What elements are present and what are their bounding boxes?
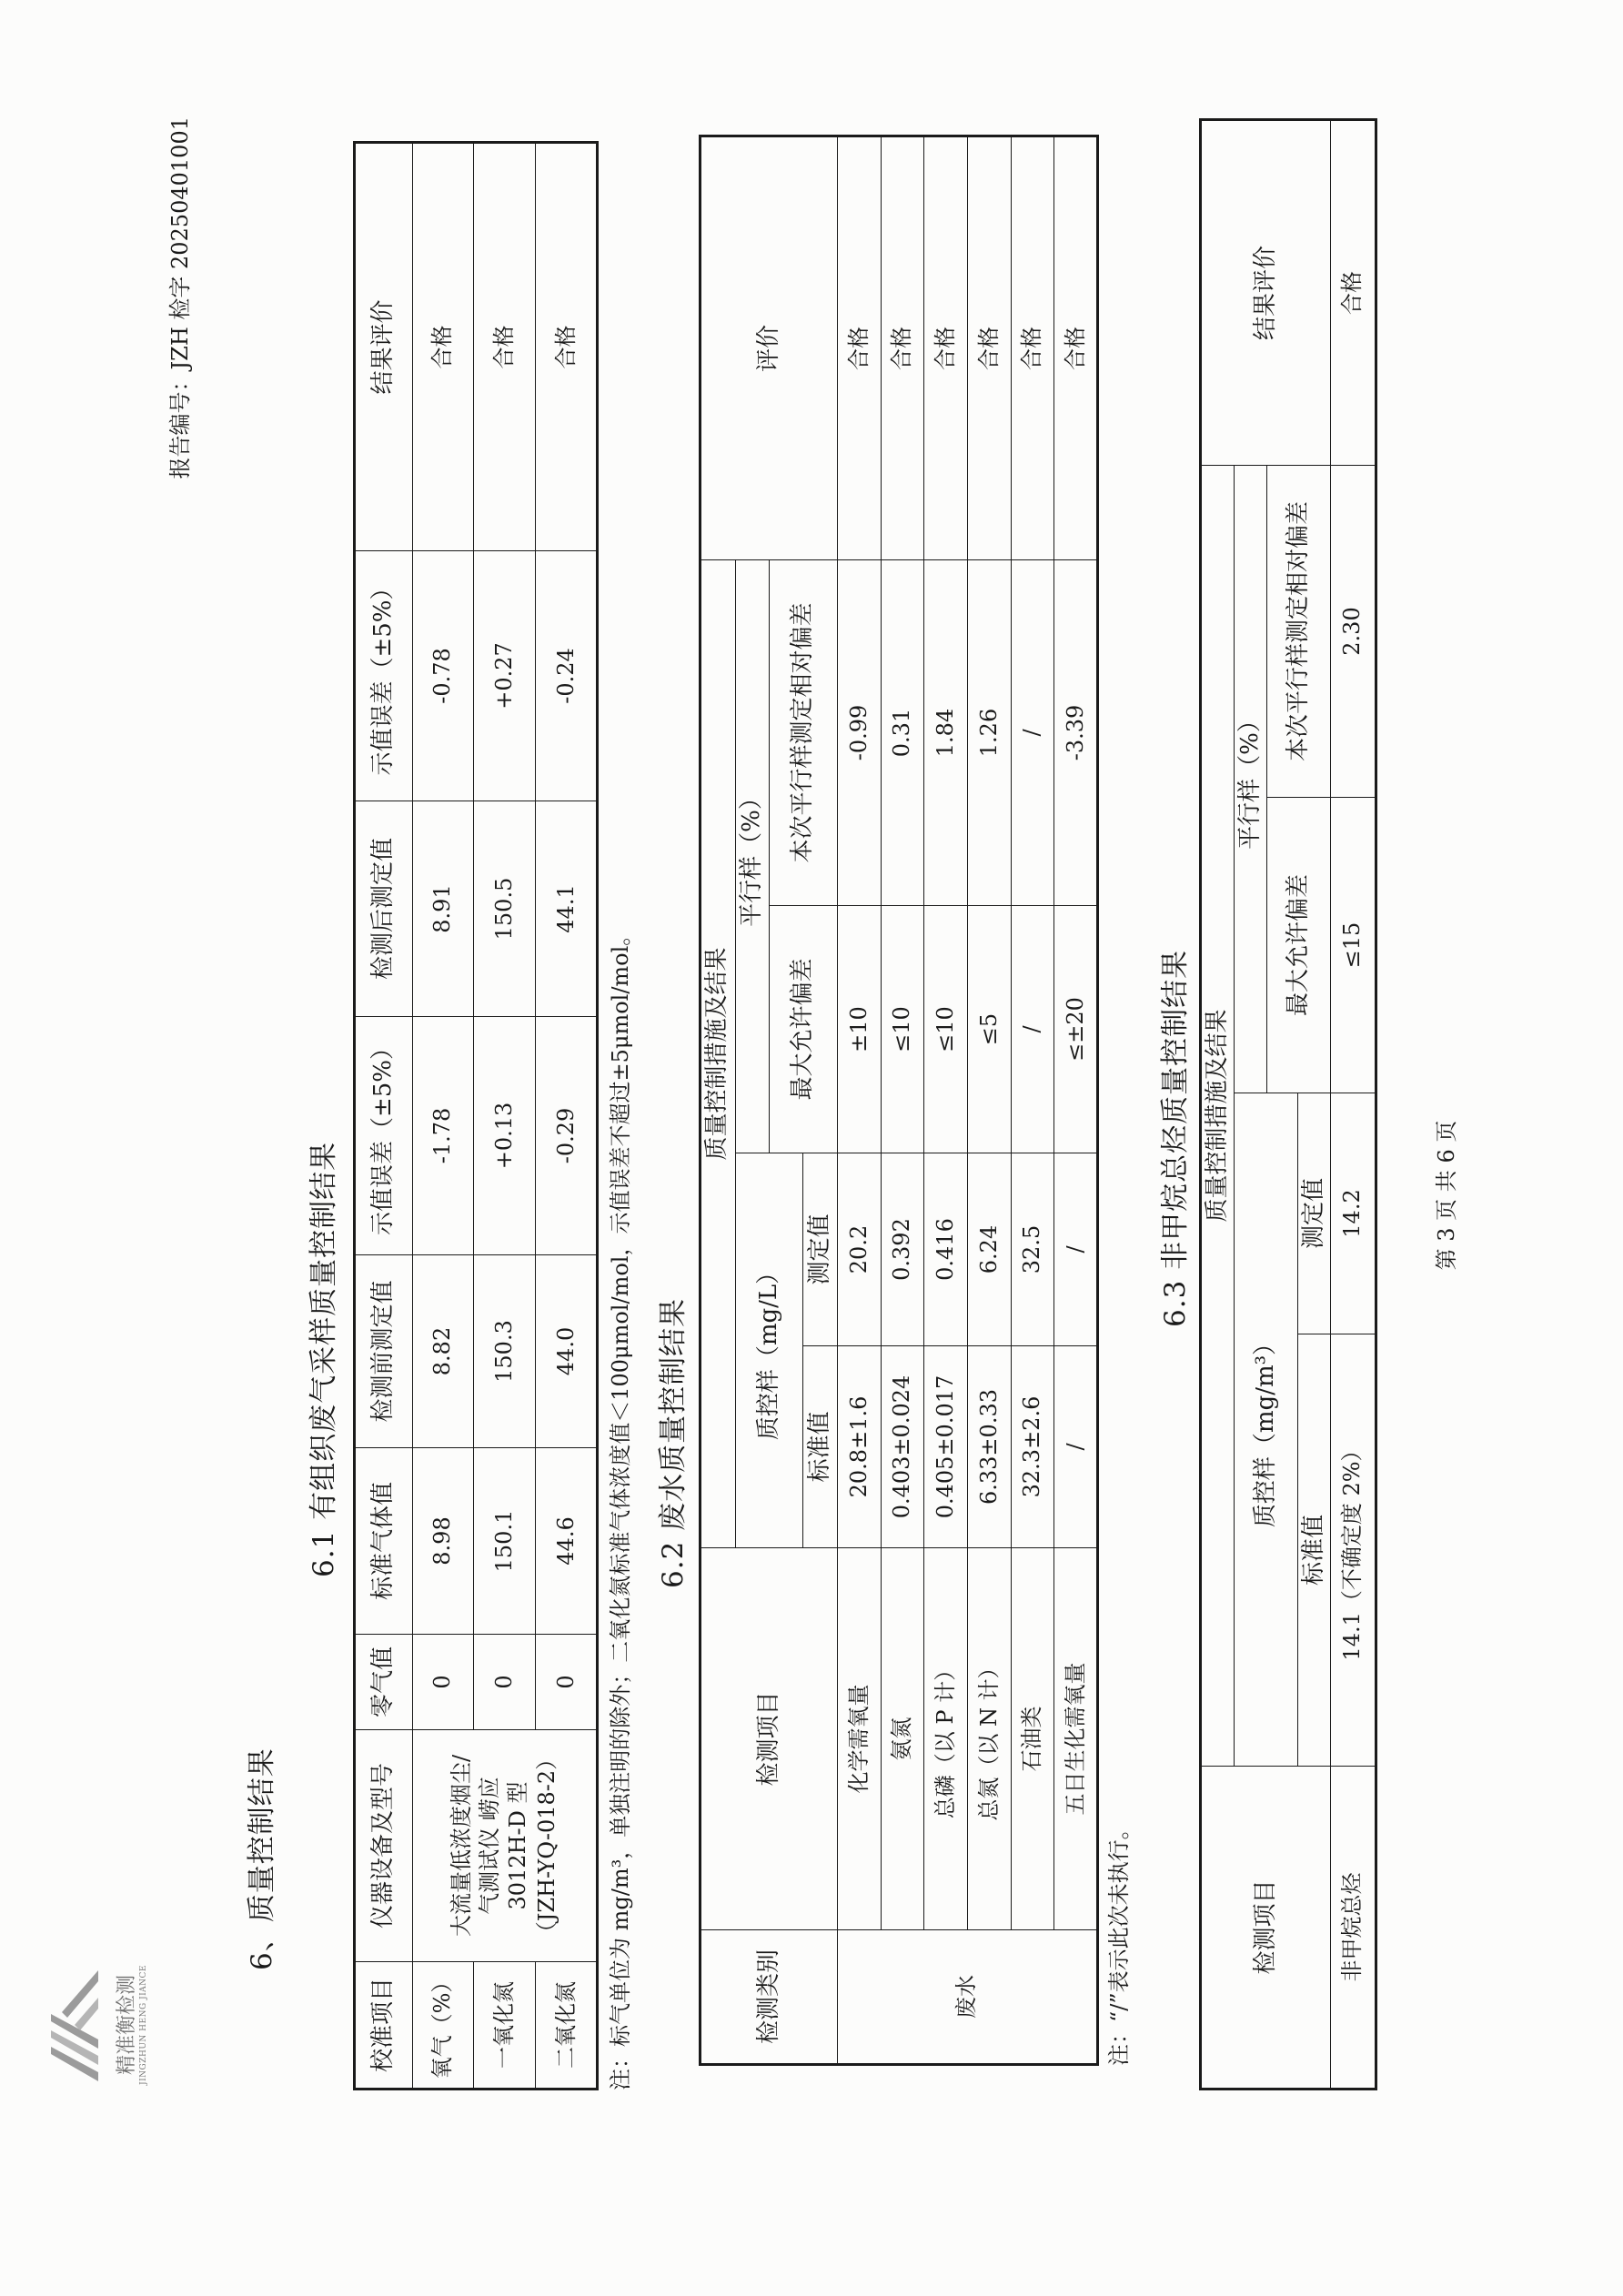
error-after: -0.78 xyxy=(412,551,474,801)
evaluation: 合格 xyxy=(1011,136,1054,559)
header-row xyxy=(355,143,413,2090)
max-deviation: ≤10 xyxy=(924,906,968,1153)
standard-gas-value: 150.1 xyxy=(474,1448,536,1635)
test-item: 非甲烷总烃 xyxy=(1331,1767,1376,2090)
error-after: -0.24 xyxy=(536,551,598,801)
max-deviation: ≤±20 xyxy=(1054,906,1098,1153)
relative-deviation: 0.31 xyxy=(881,559,924,905)
col-qc-sample: 质控样（mg/m³） xyxy=(1235,1093,1298,1767)
col-calibration-item: 校准项目 xyxy=(355,1962,413,2090)
header-row xyxy=(701,136,736,2064)
calibration-item: 一氧化氮 xyxy=(474,1962,536,2090)
logo-english: JINGZHUN HENG JIANCE xyxy=(139,1965,148,2085)
result-evaluation: 合格 xyxy=(474,143,536,551)
col-category: 检测类别 xyxy=(701,1930,838,2065)
exhaust-gas-qc-table xyxy=(353,141,599,2090)
col-item: 检测项目 xyxy=(701,1548,838,1930)
col-error-after: 示值误差（±5%） xyxy=(355,551,413,801)
test-item: 化学需氧量 xyxy=(837,1548,881,1930)
max-deviation: ±10 xyxy=(837,906,881,1153)
measured-value: 32.5 xyxy=(1011,1153,1054,1346)
after-value: 8.91 xyxy=(412,801,474,1017)
col-qc-measures: 质量控制措施及结果 xyxy=(1201,465,1235,1766)
evaluation: 合格 xyxy=(924,136,968,559)
category-cell: 废水 xyxy=(837,1930,1097,2065)
test-item: 总磷（以 P 计） xyxy=(924,1548,968,1930)
relative-deviation: 1.26 xyxy=(967,559,1011,905)
max-deviation: ≤10 xyxy=(881,906,924,1153)
table-6-1-note: 注：标气单位为 mg/m³，单独注明的除外；二氧化氮标准气体浓度值＜100μmol/mol，示值误差不超过±5μmol/mol。 xyxy=(608,923,633,2090)
max-deviation: ≤15 xyxy=(1331,798,1376,1093)
test-item: 石油类 xyxy=(1011,1548,1054,1930)
col-standard-value: 标准值 xyxy=(1297,1334,1330,1767)
section-title: 6、质量控制结果 xyxy=(246,1747,278,1970)
col-qc-measures: 质量控制措施及结果 xyxy=(701,559,736,1547)
standard-gas-value: 8.98 xyxy=(412,1448,474,1635)
col-measured-value: 测定值 xyxy=(803,1153,838,1346)
col-parallel-sample: 平行样（%） xyxy=(735,559,770,1153)
standard-value: 20.8±1.6 xyxy=(837,1346,881,1548)
test-item: 总氮（以 N 计） xyxy=(967,1548,1011,1930)
instrument-line: 大流量低浓度烟尘/ xyxy=(448,1754,474,1938)
report-number: 报告编号：JZH 检字 20250401001 xyxy=(167,116,193,479)
evaluation: 合格 xyxy=(837,136,881,559)
relative-deviation: -3.39 xyxy=(1054,559,1098,905)
relative-deviation: 2.30 xyxy=(1331,465,1376,797)
col-after-value: 检测后测定值 xyxy=(355,801,413,1017)
col-result: 结果评价 xyxy=(355,143,413,551)
instrument-cell xyxy=(412,1730,597,1962)
zero-gas-value: 0 xyxy=(536,1635,598,1730)
measured-value: 0.416 xyxy=(924,1153,968,1346)
instrument-line: 3012H-D 型 xyxy=(505,1781,531,1910)
col-item: 检测项目 xyxy=(1201,1767,1331,2090)
error-before: -0.29 xyxy=(536,1017,598,1255)
table-row xyxy=(967,136,1011,2064)
section-6-3-title: 6.3 非甲烷总烃质量控制结果 xyxy=(1159,949,1192,1327)
max-deviation: / xyxy=(1011,906,1054,1153)
logo-mark-icon xyxy=(35,1943,107,2107)
zero-gas-value: 0 xyxy=(412,1635,474,1730)
standard-value: 0.405±0.017 xyxy=(924,1346,968,1548)
table-6-2-note: 注：“/”表示此次未执行。 xyxy=(1106,1818,1132,2066)
table-row xyxy=(837,136,881,2064)
relative-deviation: 1.84 xyxy=(924,559,968,905)
standard-value: 6.33±0.33 xyxy=(967,1346,1011,1548)
measured-value: 0.392 xyxy=(881,1153,924,1346)
zero-gas-value: 0 xyxy=(474,1635,536,1730)
col-result: 结果评价 xyxy=(1201,119,1331,465)
evaluation: 合格 xyxy=(1331,119,1376,465)
error-after: +0.27 xyxy=(474,551,536,801)
table-row xyxy=(924,136,968,2064)
table-row xyxy=(412,143,474,2090)
col-relative-deviation: 本次平行样测定相对偏差 xyxy=(770,559,838,905)
col-before-value: 检测前测定值 xyxy=(355,1255,413,1448)
col-relative-deviation: 本次平行样测定相对偏差 xyxy=(1267,465,1331,797)
measured-value: / xyxy=(1054,1153,1098,1346)
table-row xyxy=(881,136,924,2064)
col-measured-value: 测定值 xyxy=(1297,1093,1330,1334)
relative-deviation: / xyxy=(1011,559,1054,905)
relative-deviation: -0.99 xyxy=(837,559,881,905)
col-parallel-sample: 平行样（%） xyxy=(1235,465,1267,1093)
error-before: -1.78 xyxy=(412,1017,474,1255)
col-zero-gas: 零气值 xyxy=(355,1635,413,1730)
evaluation: 合格 xyxy=(881,136,924,559)
evaluation: 合格 xyxy=(1054,136,1098,559)
standard-value: 0.403±0.024 xyxy=(881,1346,924,1548)
header-row xyxy=(1201,119,1235,2089)
result-evaluation: 合格 xyxy=(536,143,598,551)
logo-text: 精准衡检测 xyxy=(116,1975,138,2076)
standard-gas-value: 44.6 xyxy=(536,1448,598,1635)
after-value: 44.1 xyxy=(536,801,598,1017)
table-row xyxy=(1331,119,1376,2089)
col-standard-gas: 标准气体值 xyxy=(355,1448,413,1635)
calibration-item: 二氧化氮 xyxy=(536,1962,598,2090)
calibration-item: 氧气（%） xyxy=(412,1962,474,2090)
before-value: 8.82 xyxy=(412,1255,474,1448)
nmhc-qc-table xyxy=(1199,118,1377,2090)
error-before: +0.13 xyxy=(474,1017,536,1255)
col-error-before: 示值误差（±5%） xyxy=(355,1017,413,1255)
measured-value: 14.2 xyxy=(1331,1093,1376,1334)
col-evaluation: 评价 xyxy=(701,136,838,559)
col-standard-value: 标准值 xyxy=(803,1346,838,1548)
measured-value: 20.2 xyxy=(837,1153,881,1346)
standard-value: 32.3±2.6 xyxy=(1011,1346,1054,1548)
company-logo xyxy=(35,1943,148,2107)
instrument-line: 气测试仪 崂应 xyxy=(477,1777,503,1915)
table-row xyxy=(1011,136,1054,2064)
test-item: 五日生化需氧量 xyxy=(1054,1548,1098,1930)
before-value: 150.3 xyxy=(474,1255,536,1448)
test-item: 氨氮 xyxy=(881,1548,924,1930)
page-footer: 第 3 页 共 6 页 xyxy=(1434,1120,1459,1271)
table-row xyxy=(1054,136,1098,2064)
standard-value: 14.1（不确定度 2%） xyxy=(1331,1334,1376,1767)
col-qc-sample: 质控样（mg/L） xyxy=(735,1153,803,1548)
max-deviation: ≤5 xyxy=(967,906,1011,1153)
col-max-deviation: 最大允许偏差 xyxy=(1267,798,1331,1093)
before-value: 44.0 xyxy=(536,1255,598,1448)
measured-value: 6.24 xyxy=(967,1153,1011,1346)
evaluation: 合格 xyxy=(967,136,1011,559)
col-max-deviation: 最大允许偏差 xyxy=(770,906,838,1153)
result-evaluation: 合格 xyxy=(412,143,474,551)
after-value: 150.5 xyxy=(474,801,536,1017)
wastewater-qc-table xyxy=(699,135,1099,2066)
col-instrument: 仪器设备及型号 xyxy=(355,1730,413,1962)
standard-value: / xyxy=(1054,1346,1098,1548)
section-6-2-title: 6.2 废水质量控制结果 xyxy=(657,1297,690,1588)
section-6-1-title: 6.1 有组织废气采样质量控制结果 xyxy=(307,1141,340,1577)
instrument-line: （JZH-YQ-018-2） xyxy=(533,1747,559,1944)
